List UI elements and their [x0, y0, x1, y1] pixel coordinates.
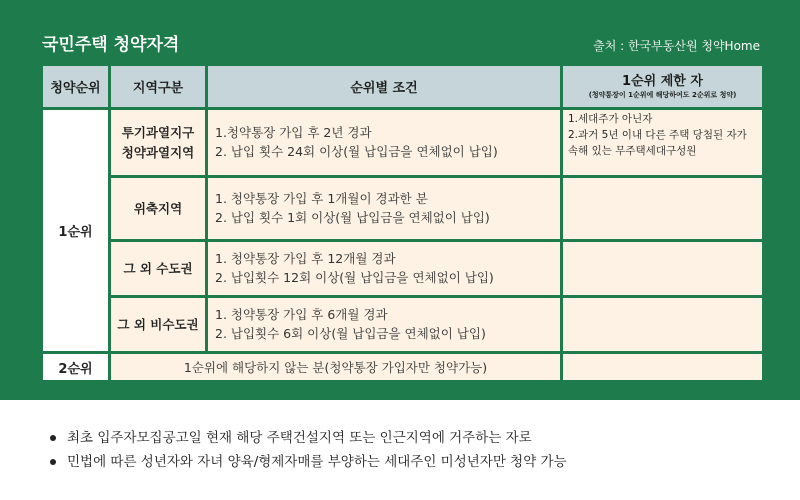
- table-header-row: [42, 65, 764, 109]
- region-cell: [110, 241, 207, 297]
- condition-line: 2. 납입 횟수 24회 이상(월 납입금을 연체없이 납입): [215, 143, 498, 159]
- condition-line: 2. 납입 횟수 1회 이상(월 납입금을 연체없이 납입): [215, 209, 490, 225]
- condition-line: 1. 청약통장 가입 후 6개월 경과: [215, 307, 388, 323]
- table-row: [42, 241, 764, 297]
- region-name: 위축지역: [133, 200, 183, 216]
- notes-list: [50, 426, 567, 474]
- restriction-cell-empty: [562, 177, 764, 241]
- note-text: 최초 입주자모집공고일 현재 해당 주택건설지역 또는 인근지역에 거주하는 자로: [67, 430, 532, 446]
- second-rank-cell: 2순위: [42, 353, 110, 382]
- condition-line: 1. 청약통장 가입 후 1개월이 경과한 분: [215, 191, 428, 207]
- restriction-line: 1.세대주가 아닌자: [568, 113, 653, 125]
- restriction-cell-empty: [562, 297, 764, 353]
- list-item: [50, 450, 567, 474]
- header-rank: 청약순위: [42, 65, 110, 109]
- condition-line: 1.청약통장 가입 후 2년 경과: [215, 125, 372, 141]
- restriction-cell: [562, 109, 764, 177]
- condition-cell: [207, 177, 562, 241]
- region-name: 청약과열지역: [121, 144, 195, 160]
- region-name: 투기과열지구: [121, 125, 195, 141]
- header-condition: 순위별 조건: [207, 65, 562, 109]
- condition-line: 1. 청약통장 가입 후 12개월 경과: [215, 251, 396, 267]
- eligibility-table: [40, 63, 765, 383]
- restriction-note: (청약통장이 1순위에 해당하여도 2순위로 청약): [588, 90, 737, 99]
- restriction-line: 2.과거 5년 이내 다른 주택 당첨된 자가 속해 있는 무주택세대구성원: [568, 128, 747, 157]
- condition-cell: [207, 109, 562, 177]
- restriction-title: 1순위 제한 자: [622, 73, 703, 89]
- source-credit: 출처 : 한국부동산원 청약Home: [593, 39, 760, 53]
- bullet-icon: [50, 435, 56, 441]
- region-name: 그 외 수도권: [123, 260, 193, 276]
- first-rank-cell: 1순위: [42, 109, 110, 353]
- region-name: 그 외 비수도권: [117, 316, 199, 332]
- table-row: [42, 177, 764, 241]
- condition-line: 2. 납입횟수 12회 이상(월 납입금을 연체없이 납입): [215, 269, 494, 285]
- region-cell: [110, 297, 207, 353]
- header-region: 지역구분: [110, 65, 207, 109]
- note-text: 민법에 따른 성년자와 자녀 양육/형제자매를 부양하는 세대주인 미성년자만 청약 가능: [67, 454, 567, 470]
- condition-cell: [207, 297, 562, 353]
- bullet-icon: [50, 459, 56, 465]
- table-row: [42, 109, 764, 177]
- page-title: 국민주택 청약자격: [42, 35, 180, 55]
- region-cell: [110, 109, 207, 177]
- restriction-cell-empty: [562, 241, 764, 297]
- condition-line: 2. 납입횟수 6회 이상(월 납입금을 연체없이 납입): [215, 325, 486, 341]
- restriction-cell-empty: [562, 353, 764, 382]
- second-rank-condition: 1순위에 해당하지 않는 분(청약통장 가입자만 청약가능): [110, 353, 562, 382]
- table-row: [42, 353, 764, 382]
- condition-cell: [207, 241, 562, 297]
- list-item: [50, 426, 567, 450]
- header-restriction: [562, 65, 764, 109]
- region-cell: [110, 177, 207, 241]
- table-row: [42, 297, 764, 353]
